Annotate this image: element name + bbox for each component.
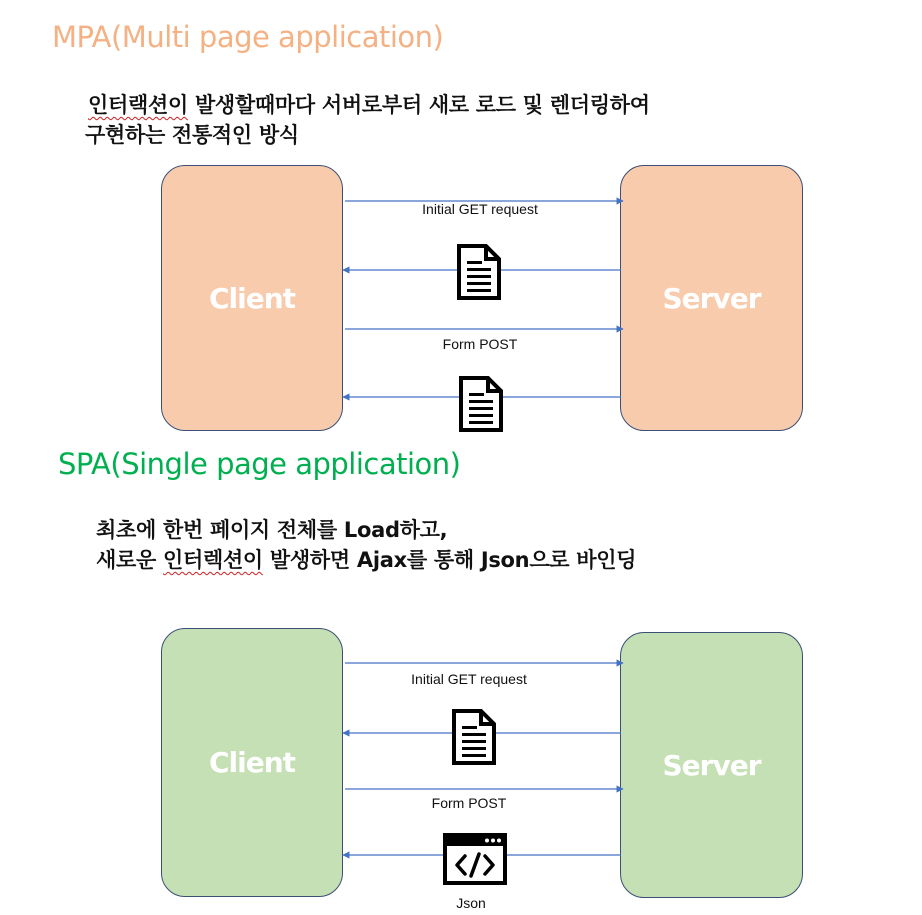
spa-json-label: Json [456,895,486,911]
spa-form-post-label: Form POST [431,795,507,811]
spa-desc-line2-rest: 발생하면 Ajax를 통해 Json으로 바인딩 [262,548,637,572]
mpa-initial-get-label: Initial GET request [422,201,538,217]
mpa-desc-word-underlined: 인터랙션이 [88,93,188,117]
mpa-form-post-label: Form POST [442,336,518,352]
mpa-desc-line2: 구현하는 전통적인 방식 [85,123,299,147]
code-window-icon [445,835,505,883]
document-icon [461,378,501,430]
document-icon [459,246,499,298]
spa-client-label: Client [208,746,296,779]
spa-desc-word-underlined: 인터렉션이 [162,548,263,572]
mpa-client-label: Client [208,281,296,315]
spa-desc-line2-start: 새로운 [96,548,163,572]
mpa-desc-line1-rest: 발생할때마다 서버로부터 새로 로드 및 렌더링하여 [187,93,650,117]
spa-title: SPA(Single page application) [58,447,461,481]
document-icon [454,711,494,763]
spa-server-label: Server [662,748,761,782]
mpa-server-label: Server [662,281,761,315]
mpa-title: MPA(Multi page application) [52,20,444,54]
spa-initial-get-label: Initial GET request [411,671,527,687]
spa-desc-line1: 최초에 한번 페이지 전체를 Load하고, [96,518,448,542]
